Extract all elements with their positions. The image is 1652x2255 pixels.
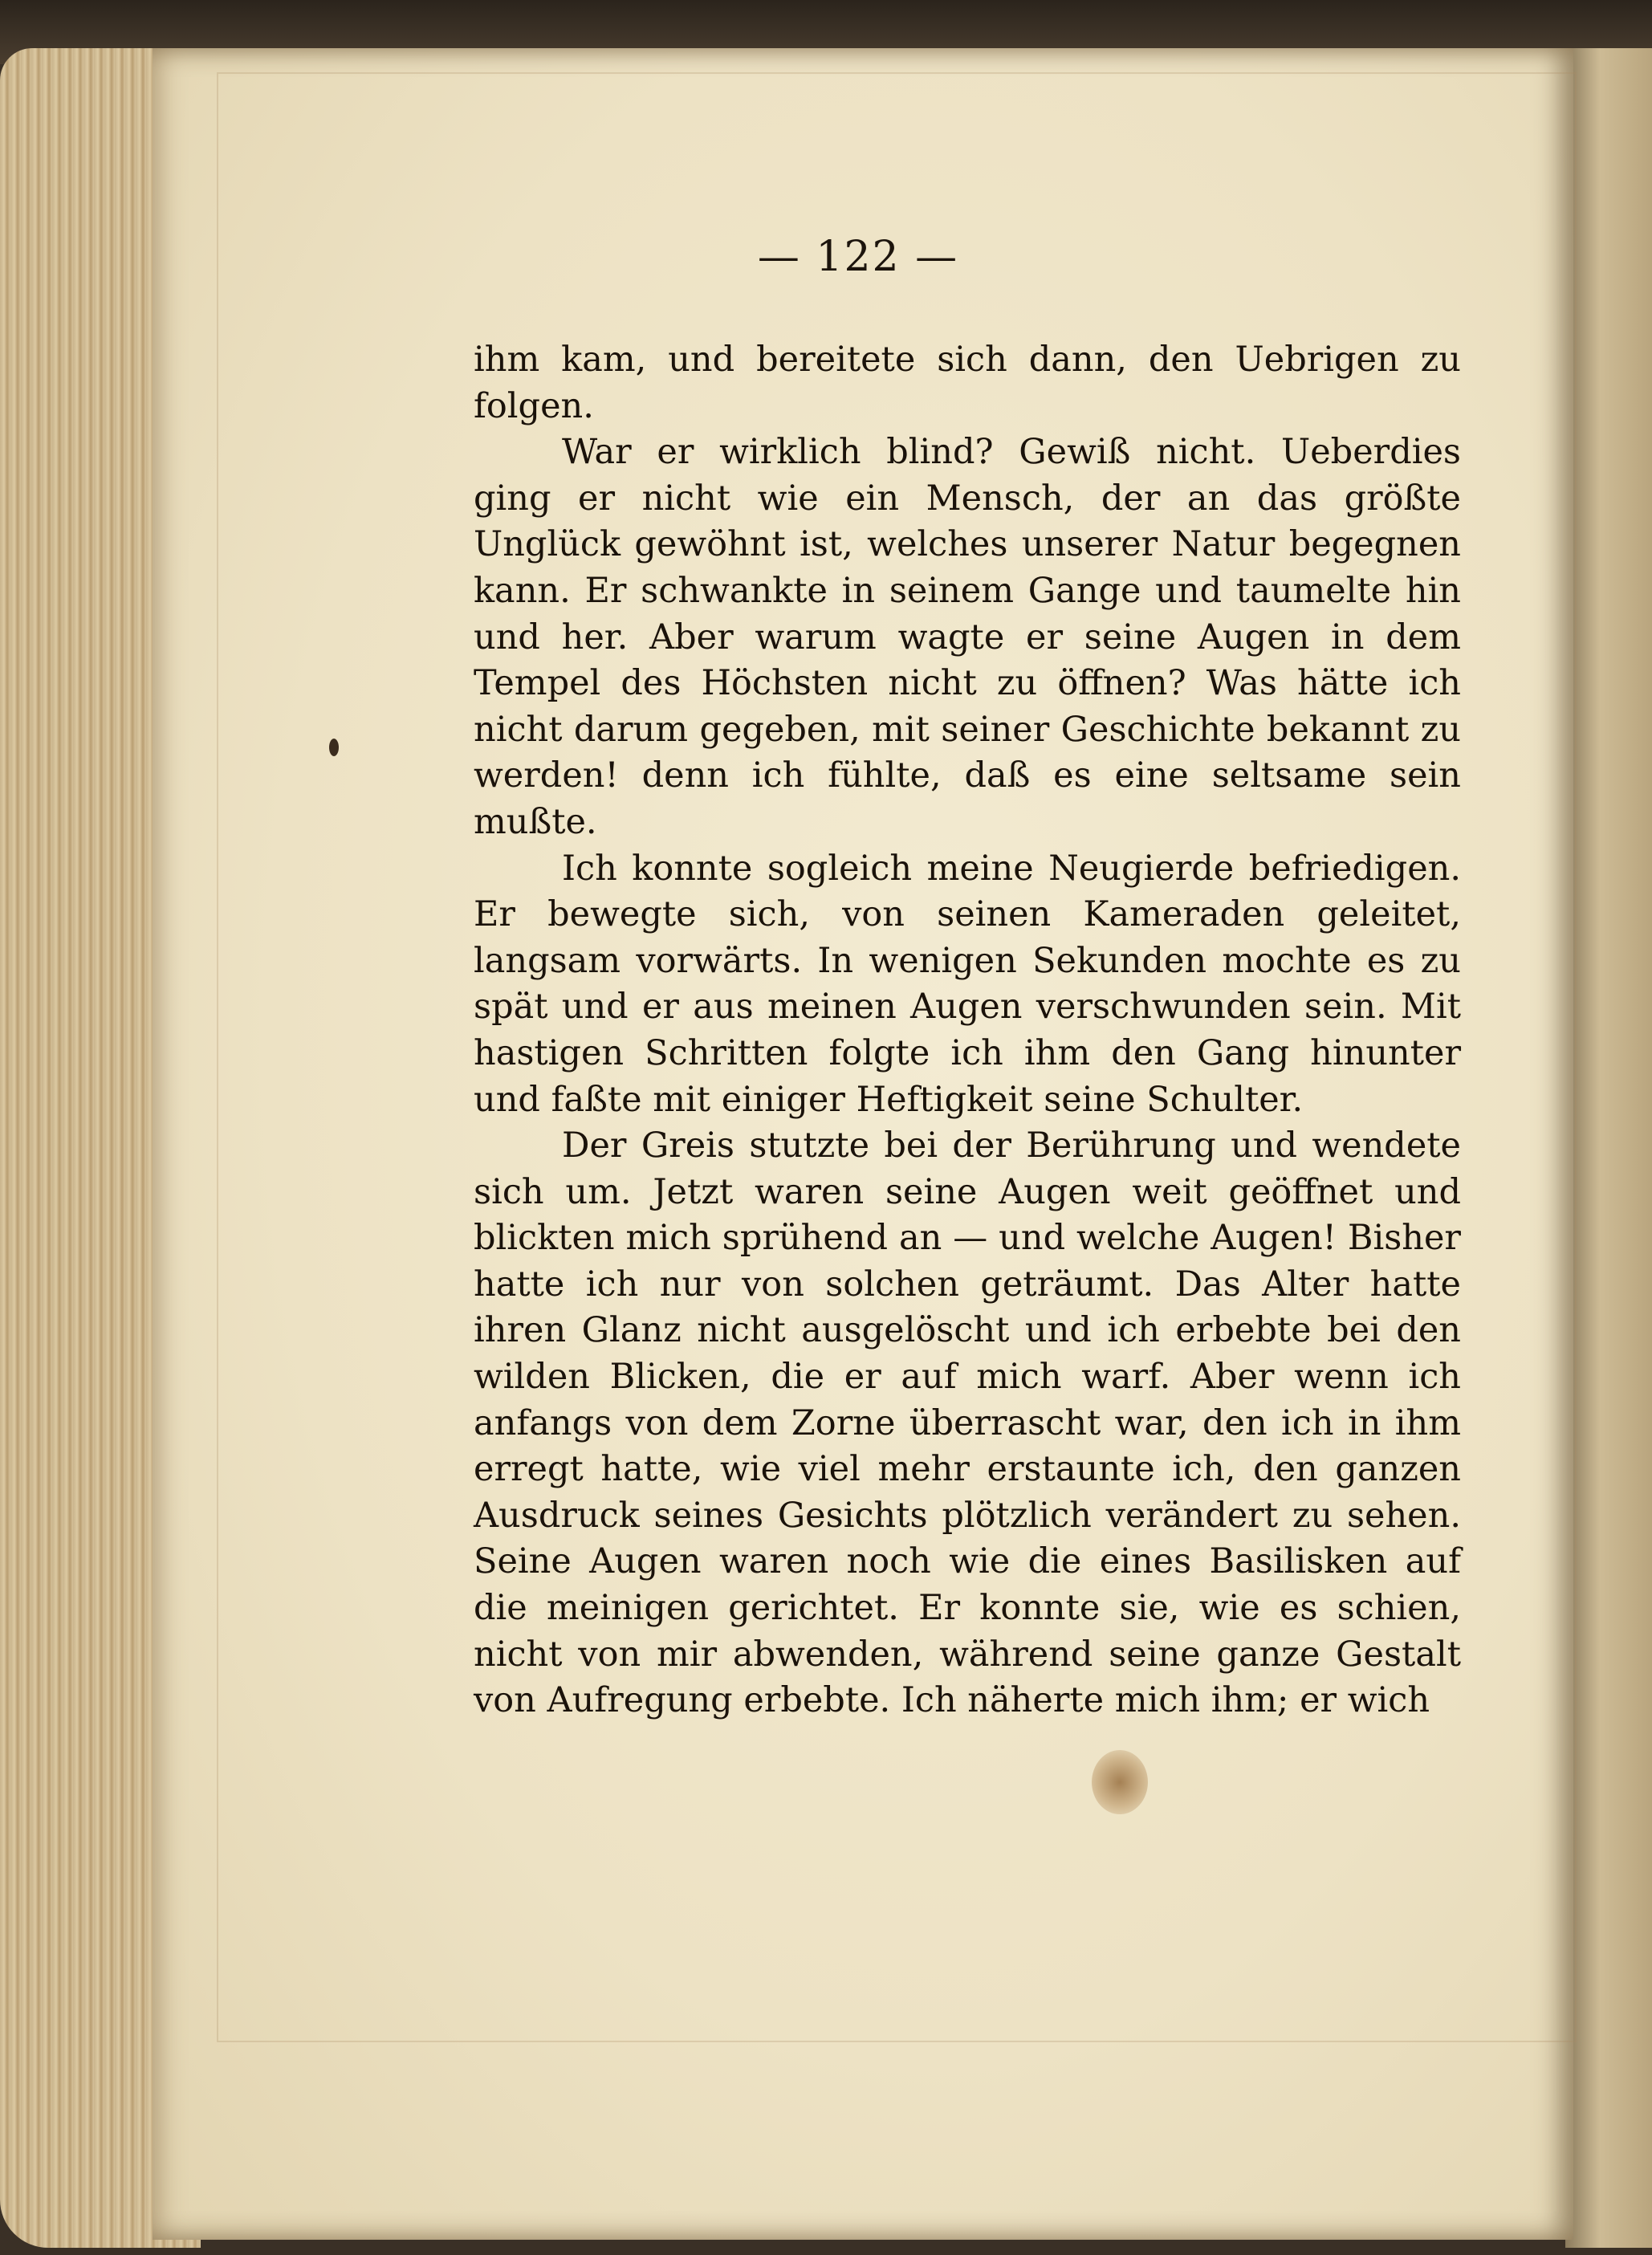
paragraph-2: War er wirklich blind? Gewiß nicht. Ueberdies ging er nicht wie ein Mensch, der an das größte Unglück gewöhnt ist, welches unserer Natur begegnen kann. Er schwankte in seinem Gange und taumelte hin und her. Aber warum wagte er seine Augen in dem Tempel des Höchsten nicht zu öffnen? Was hätte ich nicht darum gegeben, mit seiner Geschichte bekannt zu werden! denn ich fühlte, daß es eine seltsame sein mußte. (474, 432, 1461, 842)
paragraph-4: Der Greis stutzte bei der Berührung und wendete sich um. Jetzt waren seine Augen weit geöffnet und blickten mich sprühend an — und welche Augen! Bisher hatte ich nur von solchen geträumt. Das Alter hatte ihren Glanz nicht ausgelöscht und ich erbebte bei den wilden Blicken, die er auf mich warf. Aber wenn ich anfangs von dem Zorne überrascht war, den ich in ihm erregt hatte, wie viel mehr erstaunte ich, den ganzen Ausdruck seines Gesichts plötzlich verändert zu sehen. Seine Augen waren noch wie die eines Basilisken auf die meinigen gerichtet. Er konnte sie, wie es schien, nicht von mir abwenden, während seine ganze Gestalt von Aufregung erbebte. Ich näherte mich ihm; er wich (474, 1125, 1461, 1721)
page-number: — 122 — (757, 233, 959, 281)
paragraph-3: Ich konnte sogleich meine Neugierde befriedigen. Er bewegte sich, von seinen Kameraden geleitet, langsam vorwärts. In wenigen Sekunden mochte es zu spät und er aus meinen Augen verschwunden sein. Mit hastigen Schritten folgte ich ihm den Gang hinunter und faßte mit einiger Heftigkeit seine Schulter. (474, 848, 1461, 1120)
paper-stain (1092, 1750, 1148, 1814)
facing-page-edge (1565, 48, 1652, 2248)
body-text (474, 337, 1461, 1724)
paragraph-1: ihm kam, und bereitete sich dann, den Uebrigen zu folgen. (474, 340, 1461, 426)
ink-speck (329, 739, 339, 756)
